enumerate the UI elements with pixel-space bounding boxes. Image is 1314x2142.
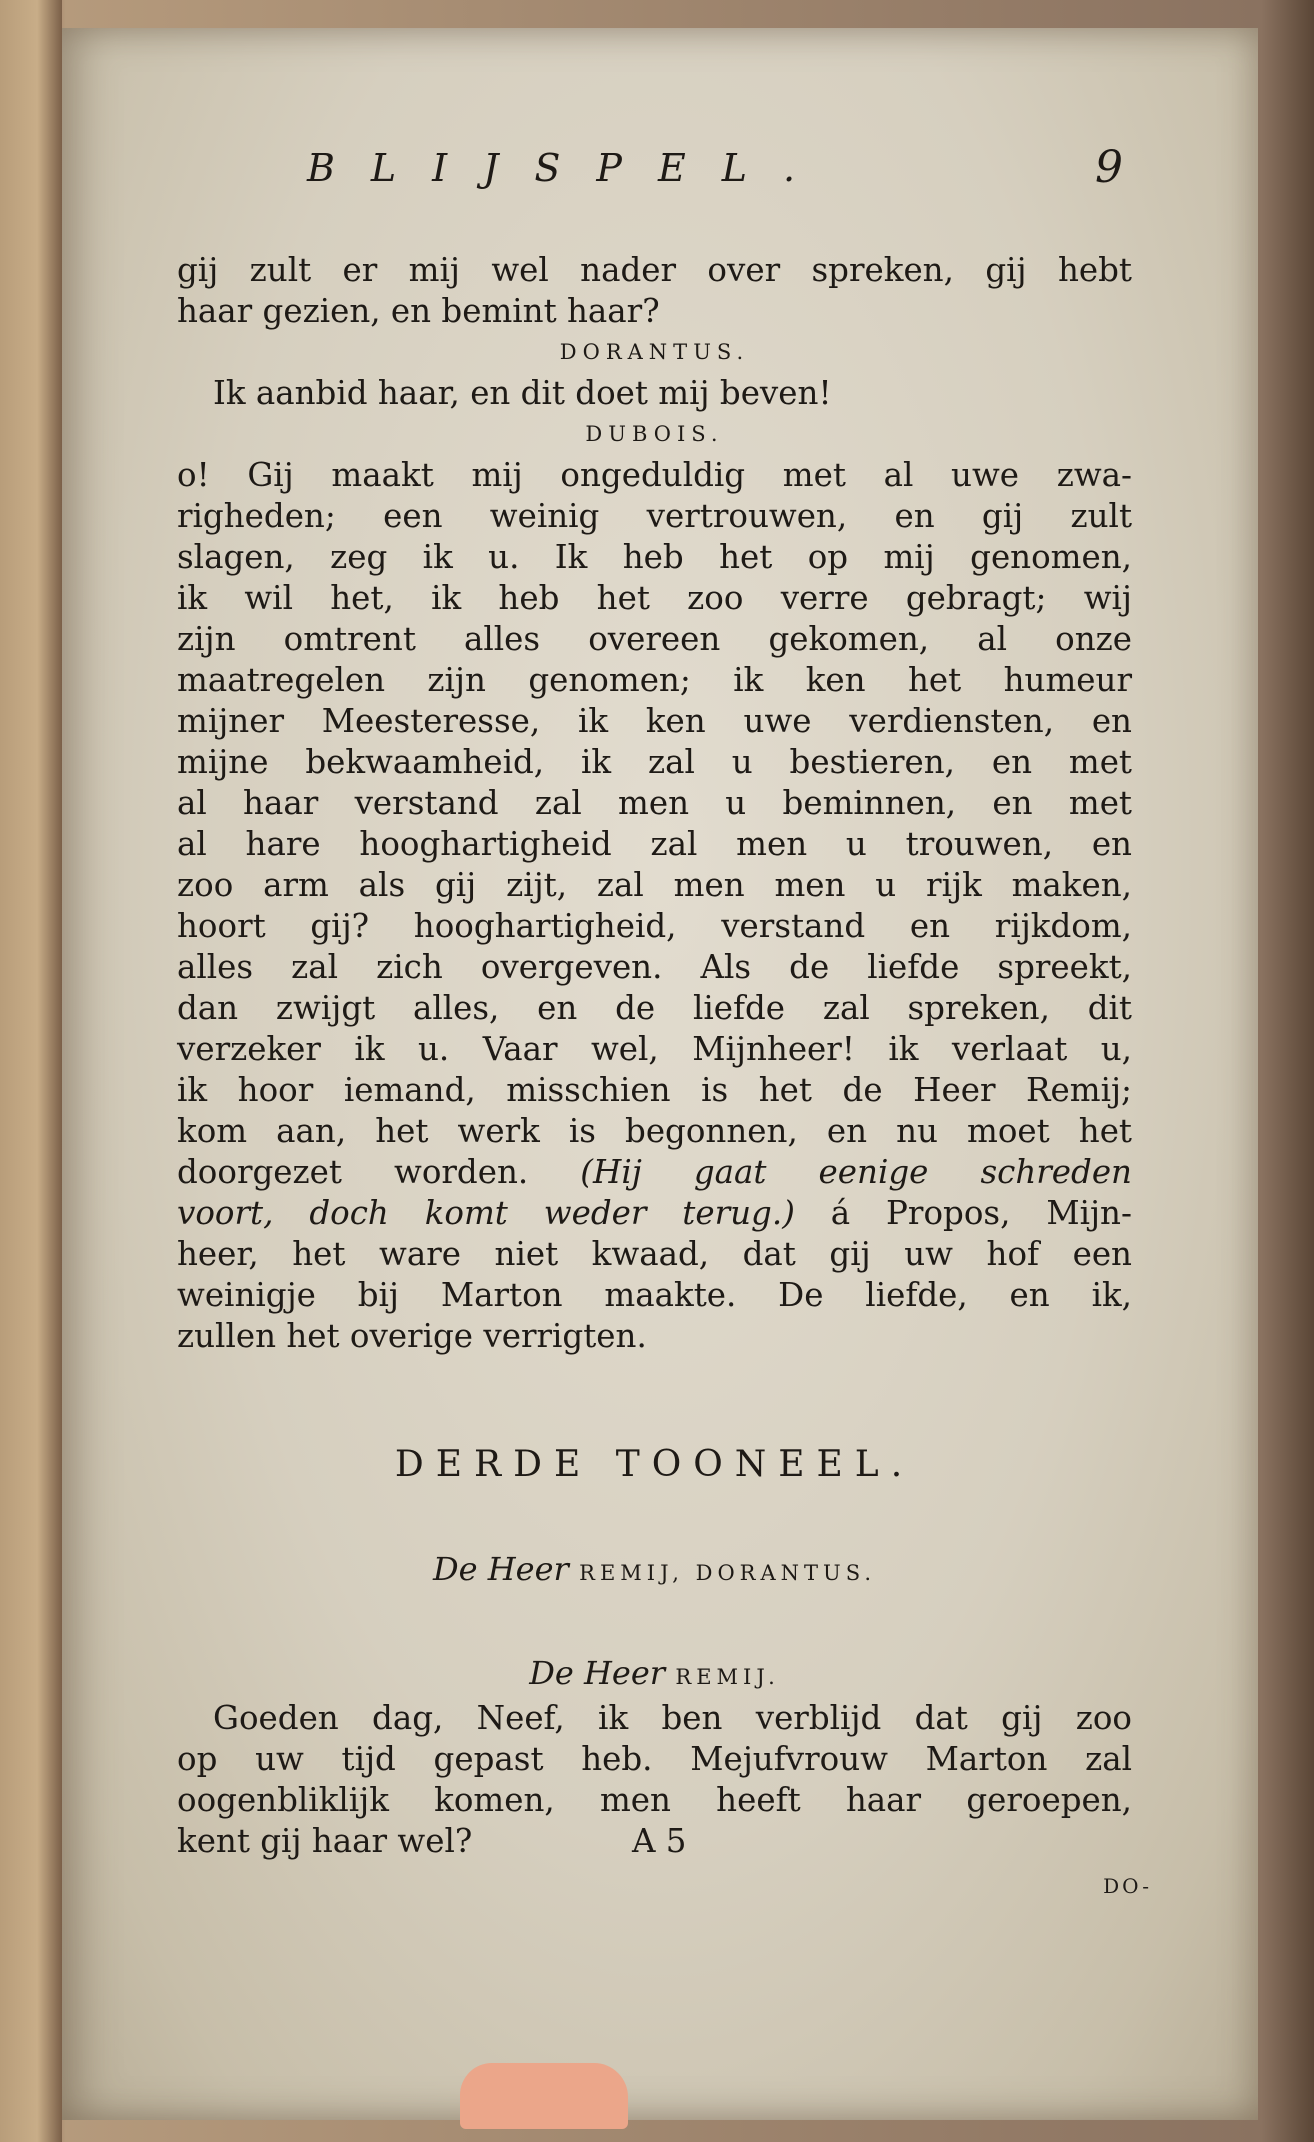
left-page-edge	[0, 0, 62, 2142]
text-line: oogenbliklijk komen, men heeft haar geroepen,	[177, 1781, 1132, 1819]
book-page	[62, 28, 1258, 2120]
scene-title: DERDE TOONEEL.	[394, 1444, 915, 1485]
text-line: gij zult er mij wel nader over spreken, gij hebt	[177, 251, 1132, 289]
page-number: 9	[1095, 142, 1123, 193]
stage-direction: voort, doch komt weder terug.)	[177, 1194, 795, 1232]
text-line: kom aan, het werk is begonnen, en nu moet het	[177, 1112, 1132, 1150]
text-line: mijner Meesteresse, ik ken uwe verdiensten, en	[177, 702, 1132, 740]
text-line: hoort gij? hooghartigheid, verstand en rijkdom,	[177, 907, 1132, 945]
speaker-dubois: DUBOIS.	[585, 422, 724, 446]
characters-italic: De Heer	[432, 1550, 569, 1588]
text-segment: á Propos, Mijn-	[830, 1194, 1132, 1232]
text-line: verzeker ik u. Vaar wel, Mijnheer! ik verlaat u,	[177, 1030, 1132, 1068]
signature-mark: A 5	[632, 1822, 687, 1860]
scene-characters	[177, 1547, 1132, 1595]
characters-names: REMIJ, DORANTUS.	[579, 1561, 877, 1585]
speaker-dorantus: DORANTUS.	[559, 340, 750, 364]
text-line: maatregelen zijn genomen; ik ken het humeur	[177, 661, 1132, 699]
final-line	[177, 1821, 1132, 1862]
text-line: righeden; een weinig vertrouwen, en gij zult	[177, 497, 1132, 535]
text-line: zoo arm als gij zijt, zal men men u rijk maken,	[177, 866, 1132, 904]
speaker-italic: De Heer	[529, 1654, 666, 1692]
text-line: ik hoor iemand, misschien is het de Heer Remij;	[177, 1071, 1132, 1109]
text-line	[177, 1193, 1132, 1234]
text-line: al hare hooghartigheid zal men u trouwen, en	[177, 825, 1132, 863]
speaker-name: REMIJ.	[675, 1665, 780, 1689]
text-line: alles zal zich overgeven. Als de liefde spreekt,	[177, 948, 1132, 986]
text-line: al haar verstand zal men u beminnen, en met	[177, 784, 1132, 822]
redaction-blot	[460, 2063, 628, 2129]
text-line: slagen, zeg ik u. Ik heb het op mij genomen,	[177, 538, 1132, 576]
text-line: heer, het ware niet kwaad, dat gij uw hof een	[177, 1235, 1132, 1273]
text-segment: kent gij haar wel?	[177, 1822, 473, 1860]
text-line: Goeden dag, Neef, ik ben verblijd dat gij zoo	[213, 1699, 1132, 1737]
catchword: DO-	[1103, 1874, 1152, 1898]
page-body	[177, 250, 1152, 1907]
text-line: o! Gij maakt mij ongeduldig met al uwe zwa-	[177, 456, 1132, 494]
text-line	[177, 1152, 1132, 1193]
text-line: zijn omtrent alles overeen gekomen, al onze	[177, 620, 1132, 658]
running-title: BLIJSPEL.	[307, 146, 832, 190]
text-line: op uw tijd gepast heb. Mejufvrouw Marton zal	[177, 1740, 1132, 1778]
text-line: zullen het overige verrigten.	[177, 1317, 647, 1355]
page-header	[62, 142, 1258, 206]
text-line: haar gezien, en bemint haar?	[177, 292, 660, 330]
text-line: dan zwijgt alles, en de liefde zal spreken, dit	[177, 989, 1132, 1027]
text-segment: doorgezet worden.	[177, 1153, 529, 1191]
text-line: mijne bekwaamheid, ik zal u bestieren, en met	[177, 743, 1132, 781]
speaker-remij	[177, 1653, 1132, 1698]
stage-direction: (Hij gaat eenige schreden	[580, 1153, 1132, 1191]
text-line: weinigje bij Marton maakte. De liefde, en ik,	[177, 1276, 1132, 1314]
text-line: Ik aanbid haar, en dit doet mij beven!	[213, 374, 832, 412]
text-line: ik wil het, ik heb het zoo verre gebragt; wij	[177, 579, 1132, 617]
